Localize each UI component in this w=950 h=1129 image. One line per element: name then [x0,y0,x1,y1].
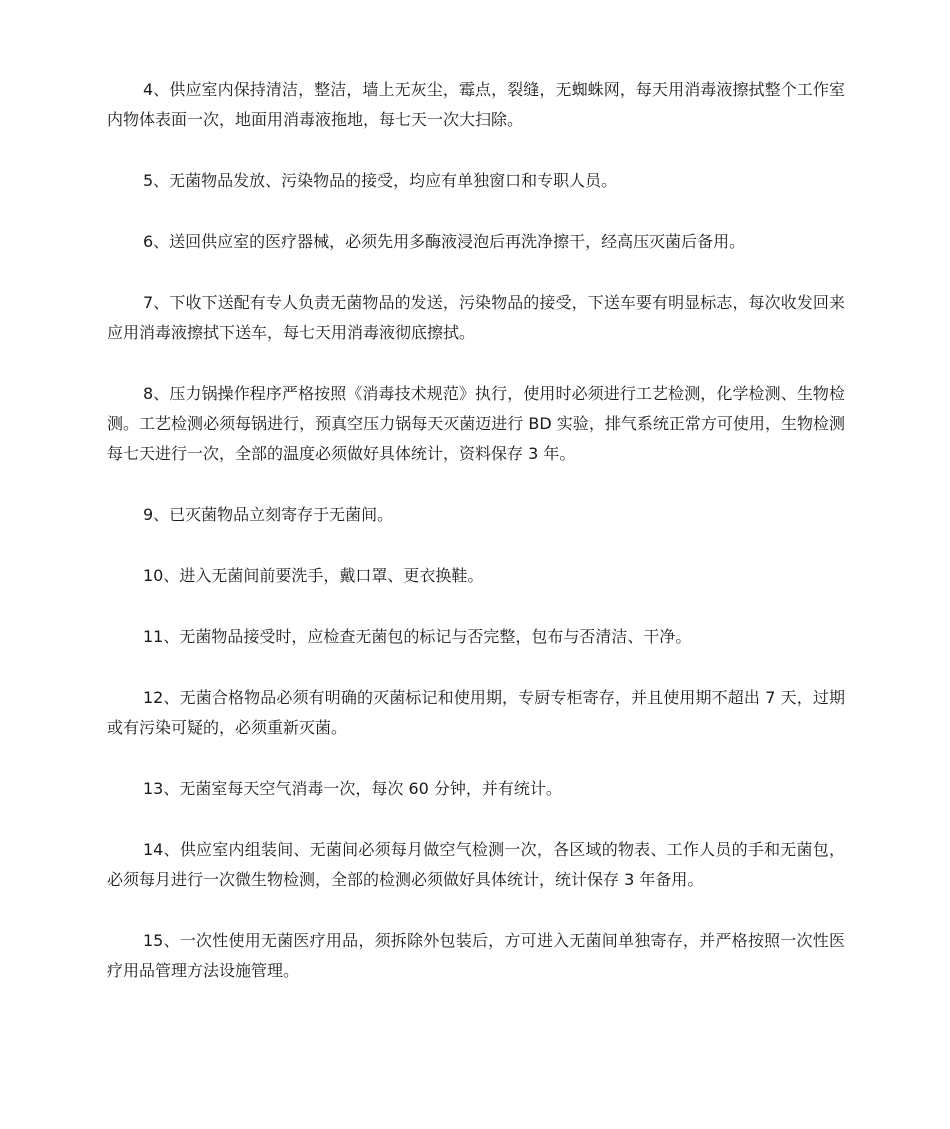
paragraph-item-14: 14、供应室内组装间、无菌间必须每月做空气检测一次，各区域的物表、工作人员的手和无菌包，必须每月进行一次微生物检测，全部的检测必须做好具体统计，统计保存 3 年备用。 [107,840,845,889]
paragraph-item-6: 6、送回供应室的医疗器械，必须先用多酶液浸泡后再洗净擦干，经高压灭菌后备用。 [143,232,746,251]
paragraph-item-11: 11、无菌物品接受时，应检查无菌包的标记与否完整，包布与否清洁、干净。 [143,627,692,646]
document-body [107,75,845,1017]
paragraph-item-8: 8、压力锅操作程序严格按照《消毒技术规范》执行，使用时必须进行工艺检测，化学检测、生物检测。工艺检测必须每锅进行，预真空压力锅每天灭菌迈进行 BD 实验，排气系统正常方可使用，生物检测每七天进行一次，全部的温度必须做好具体统计，资料保存 3 年。 [107,384,845,463]
paragraph-item-7: 7、下收下送配有专人负责无菌物品的发送，污染物品的接受，下送车要有明显标志，每次收发回来应用消毒液擦拭下送车，每七天用消毒液彻底擦拭。 [107,293,845,342]
paragraph-item-10: 10、进入无菌间前要洗手，戴口罩、更衣换鞋。 [143,566,484,585]
paragraph-item-4: 4、供应室内保持清洁，整洁，墙上无灰尘，霉点，裂缝，无蜘蛛网，每天用消毒液擦拭整个工作室内物体表面一次，地面用消毒液拖地，每七天一次大扫除。 [107,80,845,129]
paragraph-item-13: 13、无菌室每天空气消毒一次，每次 60 分钟，并有统计。 [143,779,562,798]
paragraph-item-5: 5、无菌物品发放、污染物品的接受，均应有单独窗口和专职人员。 [143,171,618,190]
paragraph-item-15: 15、一次性使用无菌医疗用品，须拆除外包装后，方可进入无菌间单独寄存，并严格按照一次性医疗用品管理方法设施管理。 [107,931,845,980]
paragraph-item-9: 9、已灭菌物品立刻寄存于无菌间。 [143,505,394,524]
paragraph-item-12: 12、无菌合格物品必须有明确的灭菌标记和使用期，专厨专柜寄存，并且使用期不超出 7 天，过期或有污染可疑的，必须重新灭菌。 [107,688,845,737]
